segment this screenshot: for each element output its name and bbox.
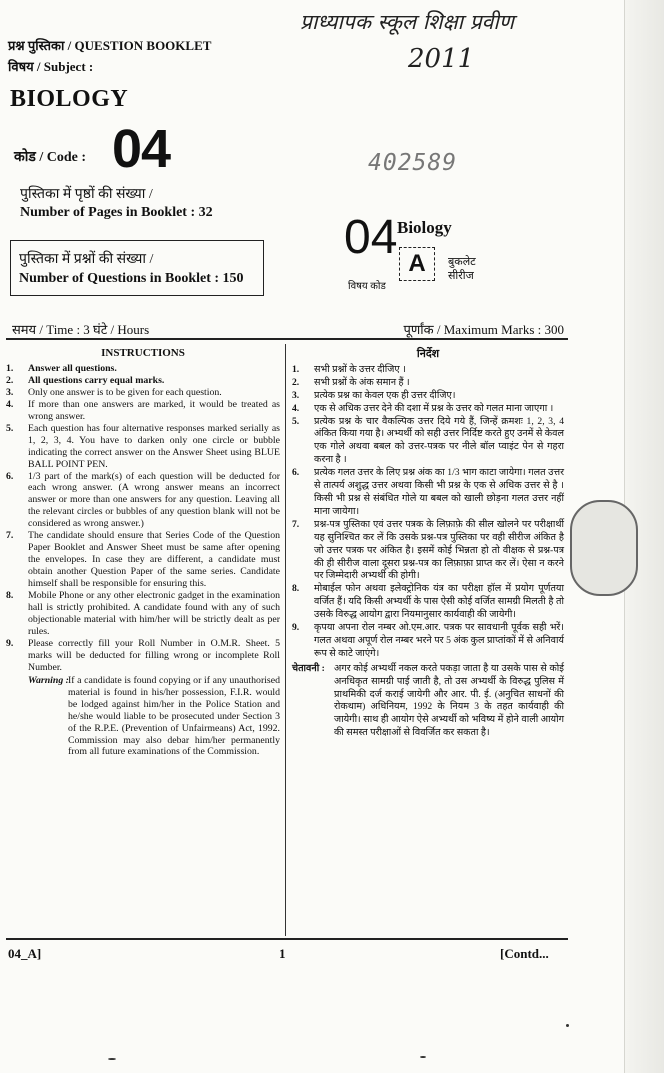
instructions-title: INSTRUCTIONS <box>101 347 185 359</box>
instruction-number: 7. <box>6 530 14 542</box>
instruction-text: Answer all questions. <box>28 362 117 374</box>
series-booklet-label: बुकलेट <box>448 256 476 268</box>
code-label: कोड / Code : <box>14 150 87 165</box>
instruction-text: मोबाईल फोन अथवा इलेक्ट्रोनिक यंत्र का परीक्षा हॉल में प्रयोग पूर्णतया वर्जित हैं। यदि किसी अभ्यर्थी के पास ऐसी कोई वर्जित सामग्री मिलती है तो उसके विरुद्ध आयोग द्वारा नियमानुसार कार्यवाही की जायेगी। <box>314 583 564 621</box>
warning-text-english: If a candidate is found copying or if any unauthorised material is found in his/her possession, F.I.R. would be lodged against him/her in the Police Station and he/she would liable to be prosecuted under Section 3 of the R.P.E. (Prevention of Unfairmeans) Act, 1992. Commission may also debar him/her permanently from all future examinations of the Commission. <box>68 674 280 758</box>
warning-label-hindi: चेतावनी : <box>292 662 325 674</box>
instructions-hindi <box>292 348 564 740</box>
instruction-number: 6. <box>292 467 300 479</box>
instruction-text: कृपया अपना रोल नम्बर ओ.एम.आर. पत्रक पर सावधानी पूर्वक सही भरें। गलत अथवा अपूर्ण रोल नम्बर भरने पर 5 अंक कुल प्राप्तांकों में से अनिवार्य रूप से काटे जाएंगे। <box>314 622 564 659</box>
subject-title: BIOLOGY <box>10 86 129 112</box>
instruction-item <box>292 416 564 468</box>
instruction-text: Each question has four alternative responses marked serially as 1, 2, 3, 4. You have to darken only one circle or bubble indicating the correct answer on the Answer Sheet using BLUE BALL POINT PEN. <box>28 422 280 470</box>
instruction-number: 1. <box>292 363 300 375</box>
pages-label-hindi: पुस्तिका में पृष्ठों की संख्या / <box>20 187 153 202</box>
instruction-text: प्रत्येक गलत उत्तर के लिए प्रश्न अंक का 1/3 भाग काटा जायेगा। गलत उत्तर से तात्पर्य अशुद्ध उत्तर अथवा किसी भी प्रश्न के एक से अधिक उत्तर से है । किसी भी प्रश्न से संबंधित गोले या बबल को खाली छोड़ना गलत उत्तर नहीं माना जायेगा। <box>314 467 564 517</box>
pages-label-english: Number of Pages in Booklet : 32 <box>20 205 213 220</box>
instruction-number: 3. <box>6 386 14 398</box>
warning-label-english: Warning : <box>28 674 69 686</box>
instructions-english-list <box>6 363 280 674</box>
instruction-number: 2. <box>292 376 300 388</box>
series-code: 04 <box>344 211 398 264</box>
instruction-text: प्रश्न-पत्र पुस्तिका एवं उत्तर पत्रक के लिफ़ाफ़े की सील खोलने पर परीक्षार्थी यह सुनिश्चित कर लें कि उसके प्रश्न-पत्र पुस्तिका पर वही सीरीज अंकित है जो उत्तर पत्रक पर अंकित है। इसमें कोई भिन्नता हो तो वीक्षक से प्रश्न-पत्र की ही सीरीज वाला दूसरा प्रश्न-पत्र का लिफ़ाफ़ा प्राप्त कर लें। ऐसा न करने पर जिम्मेदारी अभ्यर्थी की होगी। <box>314 518 564 582</box>
footer-code: 04_A] <box>8 946 42 961</box>
instructions-title-hindi: निर्देश <box>416 348 440 360</box>
instruction-number: 3. <box>292 389 300 401</box>
bottom-rule <box>6 938 568 940</box>
instruction-text: सभी प्रश्नों के अंक समान हैं । <box>314 376 410 388</box>
instruction-number: 2. <box>6 374 14 386</box>
questions-label-hindi: पुस्तिका में प्रश्नों की संख्या / <box>19 252 154 267</box>
scan-speck <box>566 1024 569 1027</box>
handwritten-note: प्राध्यापक स्कूल शिक्षा प्रवीण <box>300 10 514 34</box>
instruction-text: Please correctly fill your Roll Number in O.M.R. Sheet. 5 marks will be deducted for filling wrong or incomplete Roll Number. <box>28 637 280 673</box>
instruction-number: 4. <box>292 402 300 414</box>
instruction-text: प्रत्येक प्रश्न का केवल एक ही उत्तर दीजिए। <box>314 389 456 401</box>
instruction-item <box>6 375 280 387</box>
series-letter-badge: A <box>399 247 435 281</box>
page-number: 1 <box>279 946 286 961</box>
instruction-number: 8. <box>6 590 14 602</box>
instruction-item <box>6 399 280 423</box>
instruction-item <box>292 583 564 622</box>
instruction-number: 8. <box>292 583 300 595</box>
booklet-label: प्रश्न पुस्तिका / QUESTION BOOKLET <box>8 38 212 53</box>
instruction-item <box>6 387 280 399</box>
instruction-item <box>292 390 564 403</box>
instruction-item <box>6 423 280 471</box>
instruction-text: The candidate should ensure that Series Code of the Question Paper Booklet and Answer Sheet must be same after opening the envelopes. In case they are different, a candidate must obtain another Question Paper of the same series. Candidate himself shall be responsible for ensuring this. <box>28 530 280 590</box>
questions-label-english: Number of Questions in Booklet : 150 <box>19 271 244 286</box>
instruction-text: All questions carry equal marks. <box>28 374 165 386</box>
warning-english <box>6 675 280 759</box>
instruction-number: 9. <box>6 637 14 649</box>
instruction-text: Mobile Phone or any other electronic gadget in the examination hall is strictly prohibited. A candidate found with any of such objectionable material with him/her will be strictly dealt as per rules. <box>28 590 280 637</box>
scan-speck <box>420 1056 426 1058</box>
max-marks-label: पूर्णांक / Maximum Marks : 300 <box>403 322 564 337</box>
instruction-number: 6. <box>6 470 14 482</box>
instruction-item <box>6 638 280 674</box>
instructions-hindi-list <box>292 364 564 661</box>
scan-speck <box>108 1058 116 1060</box>
instruction-text: Only one answer is to be given for each question. <box>28 386 222 398</box>
series-series-label: सीरीज <box>448 270 474 282</box>
instruction-item <box>292 467 564 519</box>
instruction-number: 5. <box>6 422 14 434</box>
continued-label: [Contd... <box>500 946 549 961</box>
time-label: समय / Time : 3 घंटे / Hours <box>12 322 150 337</box>
top-rule <box>6 338 568 340</box>
stamp-mark <box>570 500 638 596</box>
serial-number: 402589 <box>368 150 458 176</box>
instruction-number: 1. <box>6 362 14 374</box>
instruction-item <box>6 530 280 590</box>
instruction-number: 7. <box>292 518 300 530</box>
instruction-item <box>6 363 280 375</box>
instruction-number: 4. <box>6 398 14 410</box>
instruction-item <box>292 364 564 377</box>
warning-text-hindi: अगर कोई अभ्यर्थी नकल करते पकड़ा जाता है या उसके पास से कोई अनधिकृत सामग्री पाई जाती है, तो उस अभ्यर्थी के विरुद्ध पुलिस में प्राथमिकी दर्ज कराई जायेगी और आर. पी. ई. (अनुचित साधनों की रोकथाम) अधिनियम, 1992 के नियम 3 के तहत कार्यवाही की जायेगी। साथ ही आयोग ऐसे अभ्यर्थी को भविष्य में होने वाली आयोग की समस्त परीक्षाओं से विवर्जित कर सकता है। <box>334 662 564 739</box>
instruction-item <box>292 377 564 390</box>
code-number: 04 <box>112 119 171 179</box>
series-subject: Biology <box>397 218 452 237</box>
instruction-number: 5. <box>292 415 300 427</box>
instruction-item <box>292 622 564 661</box>
instruction-item <box>292 403 564 416</box>
instruction-item <box>6 590 280 638</box>
instruction-text: If more than one answers are marked, it would be treated as wrong answer. <box>28 398 280 422</box>
instruction-text: एक से अधिक उत्तर देने की दशा में प्रश्न के उत्तर को गलत माना जाएगा । <box>314 402 554 414</box>
handwritten-year: 2011 <box>408 44 475 74</box>
subject-label: विषय / Subject : <box>8 59 94 74</box>
questions-count-box <box>10 240 264 296</box>
instruction-item <box>6 471 280 531</box>
instruction-text: प्रत्येक प्रश्न के चार वैकल्पिक उत्तर दिये गये हैं, जिन्हें क्रमशः 1, 2, 3, 4 अंकित किया गया है। अभ्यर्थी को सही उत्तर निर्दिष्ट करते हुए उनमें से केवल एक गोले अथवा बबल को उत्तर-पत्रक पर नीले बॉल प्वाइंट पेन से गहरा करना है । <box>314 415 564 466</box>
series-code-label: विषय कोड <box>348 281 386 292</box>
warning-hindi <box>292 663 564 740</box>
column-divider <box>285 344 286 936</box>
instruction-number: 9. <box>292 622 300 634</box>
instructions-english <box>6 348 280 758</box>
instruction-item <box>292 519 564 584</box>
instruction-text: सभी प्रश्नों के उत्तर दीजिए । <box>314 363 406 375</box>
instruction-text: 1/3 part of the mark(s) of each question will be deducted for each wrong answer. (A wrong answer means an incorrect answer or more than one answers for any question. Leaving all the relevant circles or bubbles of any question blank will not be considered as wrong answer.) <box>28 470 280 530</box>
